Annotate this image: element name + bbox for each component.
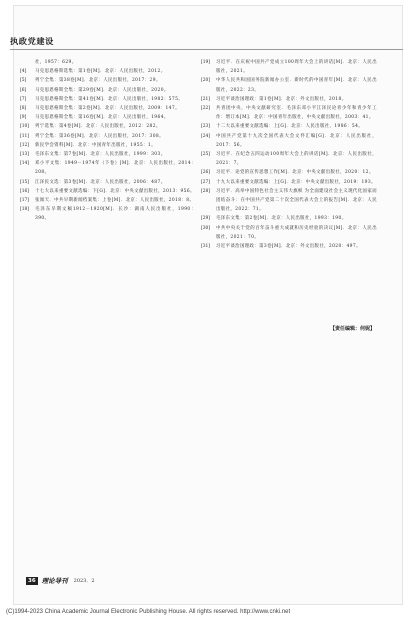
reference-item	[20, 141, 196, 150]
reference-number	[20, 58, 35, 67]
reference-text: 马克思恩格斯全集：第16卷[M]．北京：人民出版社，1964。	[35, 115, 169, 121]
reference-number: [12]	[20, 142, 30, 148]
reference-number: [27]	[201, 179, 211, 185]
reference-item	[20, 76, 196, 85]
reference-text: 习近平谈治国理政：第1卷[M]．北京：外文出版社，2018。	[216, 96, 347, 102]
reference-text: 十九大以来重要文献选编：上[G]．北京：中央文献出版社，2019：193。	[216, 179, 376, 185]
reference-text: 毛泽东文集：第7卷[M]．北京：人民出版社，1999：303。	[35, 152, 166, 158]
reference-item	[201, 132, 377, 150]
references-left-column	[20, 58, 196, 224]
reference-text: 张闻天．中共早期新闻档案集：上卷[M]．北京：人民出版社，2018：8。	[35, 198, 195, 204]
reference-text: 列宁全集：第38卷[M]．北京：人民出版社，2017：29。	[35, 78, 161, 84]
reference-text: 新民学会资料[M]．北京：中国青年出版社，1955：1。	[35, 142, 156, 148]
reference-text: 中共中央关于党的百年奋斗重大成就和历史经验的决议[M]．北京：人民出版社，2021：70。	[216, 225, 377, 240]
magazine-name: 理论导刊	[41, 577, 68, 585]
reference-text: 中华人民共和国国务院新闻办公室．新时代的中国青年[M]．北京：人民出版社，2022：23。	[216, 78, 377, 93]
reference-item	[20, 86, 196, 95]
reference-item	[201, 178, 377, 187]
reference-text: 邓小平文集：1949－1974年（下卷）[M]．北京：人民出版社，2014：208。	[35, 161, 196, 176]
reference-text: 十二大以来重要文献选编：上[G]．北京：人民出版社，1986：54。	[216, 124, 364, 130]
reference-item	[201, 95, 377, 104]
editor-note: 【责任编辑：何妮】	[330, 326, 376, 332]
reference-number: [7]	[20, 96, 27, 102]
reference-number: [14]	[20, 161, 30, 167]
reference-number: [4]	[20, 69, 27, 75]
copyright-line: (C)1994-2023 China Academic Journal Electronic Publishing House. All rights reserved. http://www.cnki.net	[6, 609, 291, 615]
reference-item	[20, 95, 196, 104]
reference-item	[20, 104, 196, 113]
reference-number: [17]	[20, 198, 30, 204]
reference-number: [9]	[20, 115, 27, 121]
reference-item	[20, 205, 196, 223]
reference-text: 毛泽东文集：第2卷[M]．北京：人民出版社，1993：190。	[216, 216, 347, 222]
page-number: 36	[28, 577, 36, 584]
reference-number: [26]	[201, 170, 211, 176]
reference-number: [21]	[201, 96, 211, 102]
reference-number: [31]	[201, 244, 211, 250]
reference-item	[20, 132, 196, 141]
reference-number: [8]	[20, 106, 27, 112]
reference-number: [28]	[201, 188, 211, 194]
reference-number: [23]	[201, 124, 211, 130]
reference-text: 习近平．论党的宣传思想工作[M]．北京：中央文献出版社，2020：12。	[216, 170, 374, 176]
section-title: 执政党建设	[10, 36, 54, 46]
reference-text: 列宁选集：第4卷[M]．北京：人民出版社，2012：282。	[35, 124, 161, 130]
reference-text: 共青团中央，中央文献研究室．毛泽东邓小平江泽民论青少年和青少年工作：增订本[M]．北京：中国青年出版社，中央文献出版社，2003：41。	[216, 106, 377, 121]
reference-text: 习近平．高举中国特色社会主义伟大旗帜 为全面建设社会主义现代化国家而团结奋斗：在中国共产党第二十次全国代表大会上的报告[M]．北京：人民出版社，2022：71。	[216, 188, 377, 213]
reference-number: [11]	[20, 133, 30, 139]
reference-text: 马克思恩格斯全集：第41卷[M]．北京：人民出版社，1982：575。	[35, 96, 184, 102]
reference-number: [18]	[20, 207, 30, 213]
reference-number: [30]	[201, 225, 211, 231]
reference-item	[201, 104, 377, 122]
reference-text: 社，1957：629。	[35, 60, 77, 65]
reference-item	[201, 58, 377, 76]
reference-item	[20, 187, 196, 196]
reference-number: [16]	[20, 188, 30, 194]
reference-number: [5]	[20, 78, 27, 84]
reference-text: 毛泽东早期文稿1912－1920[M]．长沙：湖南人民出版社，1990：390。	[35, 207, 196, 222]
reference-text: 马克思恩格斯全集：第29卷[M]．北京：人民出版社，2020。	[35, 87, 169, 93]
reference-item	[20, 113, 196, 122]
reference-text: 列宁全集：第36卷[M]．北京：人民出版社，2017：308。	[35, 133, 164, 139]
reference-item	[201, 122, 377, 131]
reference-item	[20, 67, 196, 76]
reference-text: 习近平．在纪念五四运动100周年大会上的讲话[M]．北京：人民出版社，2021：7。	[216, 152, 377, 167]
reference-text: 习近平．在庆祝中国共产党成立100周年大会上的讲话[M]．北京：人民出版社，2021。	[216, 60, 377, 75]
reference-text: 十七大以来重要文献选编：下[G]．北京：中央文献出版社，2013：956。	[35, 188, 195, 194]
reference-number: [10]	[20, 124, 30, 130]
reference-text: 习近平谈治国理政：第3卷[M]．北京：外文出版社，2020：497。	[216, 244, 361, 250]
reference-item	[20, 58, 196, 67]
reference-number: [22]	[201, 106, 211, 112]
reference-item	[20, 122, 196, 131]
reference-number: [6]	[20, 87, 27, 93]
reference-item	[20, 196, 196, 205]
reference-number: [25]	[201, 152, 211, 158]
reference-text: 马克思恩格斯全集：第2卷[M]．北京：人民出版社，2009：147。	[35, 106, 180, 112]
references-right-column	[201, 58, 377, 251]
reference-text: 江泽民文选：第3卷[M]．北京：人民出版社，2006：487。	[35, 179, 166, 185]
reference-item	[201, 150, 377, 168]
issue-number: 2023．2	[73, 578, 95, 584]
header-rule	[10, 49, 403, 50]
reference-number: [19]	[201, 60, 211, 65]
reference-number: [20]	[201, 78, 211, 84]
reference-number: [24]	[201, 133, 211, 139]
page-footer	[26, 576, 95, 585]
reference-item	[201, 168, 377, 177]
reference-item	[20, 159, 196, 177]
reference-item	[201, 187, 377, 215]
reference-number: [13]	[20, 152, 30, 158]
reference-item	[201, 224, 377, 242]
reference-item	[20, 178, 196, 187]
reference-number: [29]	[201, 216, 211, 222]
reference-text: 中国共产党第十九次全国代表大会文件汇编[G]．北京：人民出版社，2017：56。	[216, 133, 377, 148]
reference-text: 马克思恩格斯选集：第1卷[M]．北京：人民出版社，2012。	[35, 69, 166, 75]
reference-item	[201, 76, 377, 94]
reference-item	[201, 242, 377, 251]
reference-number: [15]	[20, 179, 30, 185]
reference-item	[20, 150, 196, 159]
reference-item	[201, 214, 377, 223]
